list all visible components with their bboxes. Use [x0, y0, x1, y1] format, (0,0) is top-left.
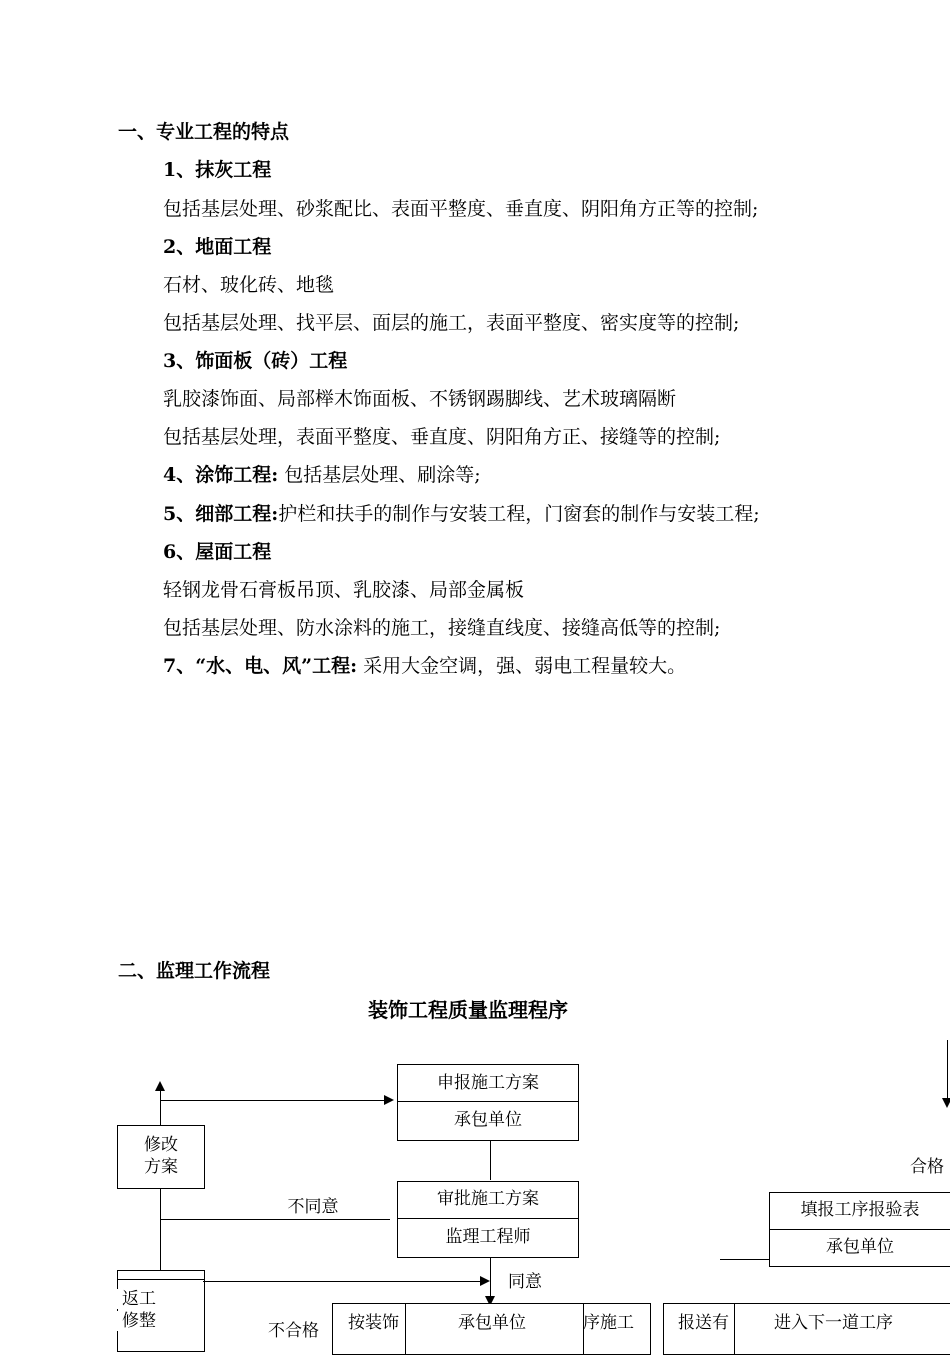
- construction-part-b: 承包单位: [458, 1313, 526, 1333]
- item5-text: 护栏和扶手的制作与安装工程，门窗套的制作与安装工程;: [278, 503, 760, 525]
- item7: [163, 654, 686, 678]
- submit-part-a: 报送有: [678, 1313, 729, 1333]
- next-step-label: 进入下一道工序: [774, 1313, 893, 1333]
- modify-line1: 修改: [144, 1135, 178, 1155]
- box1-box2-connector: [490, 1140, 491, 1180]
- item6-line1: 轻钢龙骨石膏板吊顶、乳胶漆、局部金属板: [163, 579, 525, 601]
- item3-line2: 包括基层处理，表面平整度、垂直度、阴阳角方正、接缝等的控制;: [163, 426, 721, 448]
- box1-bottom-label: 承包单位: [454, 1110, 522, 1130]
- section2-heading: 二、监理工作流程: [118, 960, 271, 982]
- item2-title: 2、地面工程: [163, 236, 272, 258]
- disagree-line: [160, 1219, 390, 1220]
- item5: [163, 502, 760, 526]
- agree-label: 同意: [508, 1272, 542, 1292]
- construction-divider-1: [405, 1304, 406, 1354]
- item5-title: 5、细部工程:: [163, 503, 279, 525]
- item3-line1: 乳胶漆饰面、局部榉木饰面板、不锈钢踢脚线、艺术玻璃隔断: [163, 388, 677, 410]
- qualified-label: 合格: [910, 1157, 944, 1177]
- up-arrow-icon: [155, 1081, 165, 1091]
- form-left-line: [720, 1259, 769, 1260]
- item1-title: 1、抹灰工程: [163, 159, 272, 181]
- modify-line2: 方案: [144, 1157, 178, 1177]
- box2-bottom-label: 监理工程师: [445, 1227, 531, 1247]
- item4-title: 4、涂饰工程:: [163, 464, 279, 486]
- right-arrow-icon: [384, 1095, 394, 1105]
- item7-title: 7、“水、电、风”工程:: [163, 655, 358, 677]
- form-top-label: 填报工序报验表: [800, 1200, 920, 1220]
- chart-title: 装饰工程质量监理程序: [368, 998, 568, 1022]
- right-down-line: [947, 1040, 948, 1100]
- rework-line1: 返工: [117, 1289, 161, 1309]
- section1-heading: 一、专业工程的特点: [118, 121, 290, 143]
- form-divider: [770, 1229, 950, 1230]
- item4-text: 包括基层处理、刷涂等;: [284, 464, 481, 486]
- item3-title: 3、饰面板（砖）工程: [163, 350, 348, 372]
- item7-text: 采用大金空调，强、弱电工程量较大。: [363, 655, 687, 677]
- disagree-label: 不同意: [282, 1197, 344, 1217]
- unqualified-label: 不合格: [268, 1321, 319, 1341]
- rework-arrow-icon: [480, 1276, 490, 1286]
- item6-line2: 包括基层处理、防水涂料的施工，接缝直线度、接缝高低等的控制;: [163, 617, 721, 639]
- rework-top-line: [118, 1279, 204, 1280]
- construction-part-c: 序施工: [583, 1313, 634, 1333]
- to-box1-line: [160, 1100, 388, 1101]
- next-step-divider: [734, 1304, 735, 1354]
- box1-top-label: 申报施工方案: [437, 1073, 539, 1093]
- item6-title: 6、屋面工程: [163, 541, 272, 563]
- right-down-arrow-icon: [942, 1098, 950, 1108]
- form-bottom-label: 承包单位: [826, 1237, 894, 1257]
- item2-line1: 石材、玻化砖、地毯: [163, 274, 335, 296]
- item2-line2: 包括基层处理、找平层、面层的施工，表面平整度、密实度等的控制;: [163, 312, 740, 334]
- item1-line1: 包括基层处理、砂浆配比、表面平整度、垂直度、阴阳角方正等的控制;: [163, 198, 759, 220]
- rework-line2: 修整: [117, 1311, 161, 1331]
- box1-divider: [398, 1101, 578, 1102]
- construction-part-a: 按装饰: [348, 1313, 399, 1333]
- box2-divider: [398, 1218, 578, 1219]
- item4: [163, 463, 481, 487]
- box2-top-label: 审批施工方案: [437, 1189, 539, 1209]
- rework-arrow-line: [203, 1281, 481, 1282]
